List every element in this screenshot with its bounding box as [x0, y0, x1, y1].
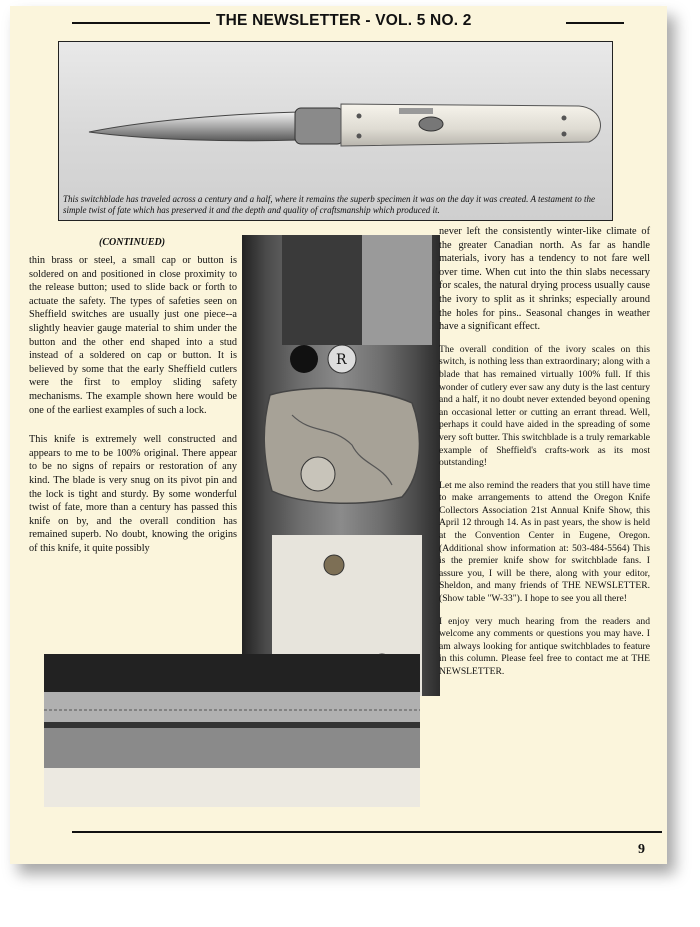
right-column [439, 225, 650, 689]
bolster-closeup-photo [242, 235, 440, 696]
maker-stamp-letter: R [336, 352, 347, 368]
header-rule-left [72, 22, 210, 24]
article-paragraph: never left the consistently winter-like climate of the greater Canadian north. As far as handle materials, ivory has a tendency to not fare well over time. When cut into the thin slabs necessary for scales, the natural drying process usually cause the ivory to split as it shrinks; especially around the holes for pins.. Seasonal changes in weather have a significant effect. [439, 226, 650, 333]
article-paragraph: This knife is extremely well constructed and appears to me to be 100% original. There appear to be no signs of repairs or restoration of any kind. The blade is very snug on its pivot pin and the lock is tight and sturdy. By some wonderful twist of fate, more than a century has passed this knife on by, and the overall condition has remained superb. No doubt, knowing the origins of this knife, it quite possibly [29, 434, 237, 554]
page-header [72, 12, 624, 34]
bolster-closeup-image [242, 235, 440, 696]
photo-caption: This switchblade has traveled across a century and a half, where it remains the superb specimen it was on the day it was created. A testament to the simple twist of fate which has preserved it and the depth and quality of craftsmanship which produced it. [63, 194, 596, 215]
blade-closeup-image [44, 654, 420, 807]
closed-switchblade-image [59, 42, 612, 192]
article-paragraph: Let me also remind the readers that you still have time to make arrangements to attend the Oregon Knife Collectors Association 21st Annual Knife Show, this April 12 through 14. As in past years, the show is held at the Convention Center in Eugene, Oregon. (Additional show information at: 503-484-5564) This is the premier knife show for switchblade fans. I assure you, I will be there, along with your editor, Sheldon, and many friends of THE NEWSLETTER. (Show table "W-33"). I hope to see you all there! [439, 479, 650, 605]
blade-closeup-photo [44, 654, 420, 807]
newsletter-page [10, 6, 667, 864]
footer-rule [72, 831, 662, 833]
article-paragraph: I enjoy very much hearing from the readers and welcome any comments or questions you may have. I am always looking for antique switchblades to feature in this column. Please feel free to contact me at THE NEWSLETTER. [439, 615, 650, 677]
newsletter-title: THE NEWSLETTER - VOL. 5 NO. 2 [216, 12, 472, 29]
article-paragraph: thin brass or steel, a small cap or button is soldered on and positioned in close proximity to the release button; used to slide back or forth to actuate the safety. The types of safeties seen on Sheffield switches are usually just one piece--a slightly heavier gauge material to shim under the button and the other end shaped into a stud instead of a soldered on cap or button. It is believed by some that the early Sheffield cutlers were the first to employ sliding safety mechanisms. The example shown here would be one of the earliest examples of such a lock. [29, 255, 237, 416]
article-paragraph: The overall condition of the ivory scales on this switch, is nothing less than extraordinary; along with a blade that has remained virtually 100% full. If this wonder of cutlery ever saw any duty is the last century and a half, it no doubt never extended beyond opening an occasional letter or cutting an errant thread. Well, perhaps it could have aided in the spreading of some very soft butter. This switchblade is a truly remarkable example of Sheffield's crafts-work as its most outstanding! [439, 343, 650, 469]
switchblade-photo-top [58, 41, 613, 221]
header-rule-right [566, 22, 624, 24]
page-number: 9 [638, 842, 645, 857]
continued-heading: (CONTINUED) [99, 237, 166, 248]
left-column-top [29, 254, 237, 565]
